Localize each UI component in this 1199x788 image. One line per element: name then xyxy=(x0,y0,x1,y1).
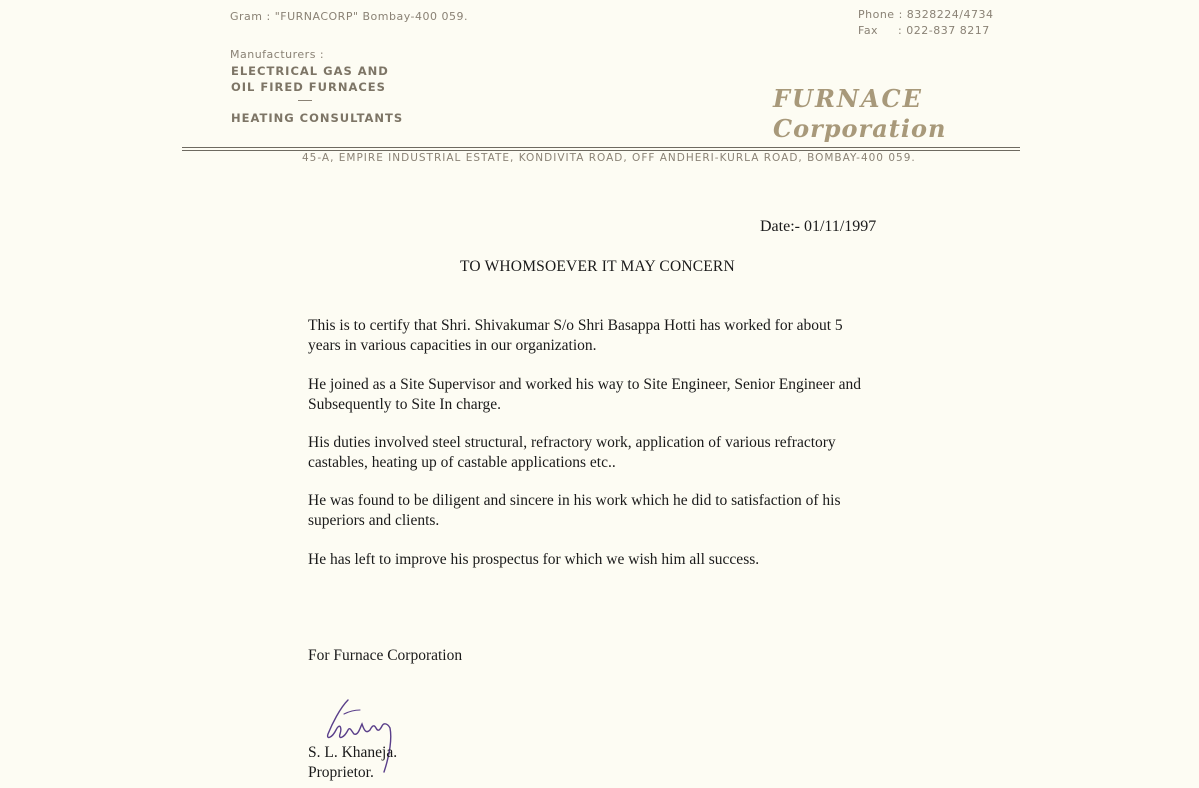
letterhead-rule xyxy=(182,147,1020,148)
closing-line: For Furnace Corporation xyxy=(308,647,463,664)
paragraph: He was found to be diligent and sincere in his work which he did to satisfaction of his superiors and clients. xyxy=(308,492,841,529)
company-address: 45-A, EMPIRE INDUSTRIAL ESTATE, KONDIVITA ROAD, OFF ANDHERI-KURLA ROAD, BOMBAY-400 059. xyxy=(302,152,916,164)
product-line-2: OIL FIRED FURNACES xyxy=(231,80,386,94)
company-logo-line-2: Corporation xyxy=(773,114,947,143)
paragraph: His duties involved steel structural, refractory work, application of various refractory castables, heating up of castable applications etc.. xyxy=(308,434,836,471)
manufacturers-label: Manufacturers : xyxy=(230,48,325,61)
letter-heading: TO WHOMSOEVER IT MAY CONCERN xyxy=(460,258,735,275)
paragraph: He joined as a Site Supervisor and worked his way to Site Engineer, Senior Engineer and Subsequently to Site In charge. xyxy=(308,376,861,413)
telegram-address: Gram : "FURNACORP" Bombay-400 059. xyxy=(230,10,468,23)
letterhead-rule-secondary xyxy=(182,150,1020,151)
letter-date: Date:- 01/11/1997 xyxy=(760,218,877,235)
phone-number: Phone : 8328224/4734 xyxy=(858,8,994,21)
paragraph: This is to certify that Shri. Shivakumar S/o Shri Basappa Hotti has worked for about 5 years in various capacities in our organization. xyxy=(308,317,843,354)
divider-dash xyxy=(298,100,312,101)
product-line-1: ELECTRICAL GAS AND xyxy=(231,64,389,78)
paragraph: He has left to improve his prospectus for which we wish him all success. xyxy=(308,551,760,568)
product-line-3: HEATING CONSULTANTS xyxy=(231,111,404,125)
company-logo-line-1: FURNACE xyxy=(773,84,923,113)
signer-name: S. L. Khaneja. xyxy=(308,744,398,761)
fax-number: Fax : 022-837 8217 xyxy=(858,24,990,37)
signer-title: Proprietor. xyxy=(308,764,374,781)
